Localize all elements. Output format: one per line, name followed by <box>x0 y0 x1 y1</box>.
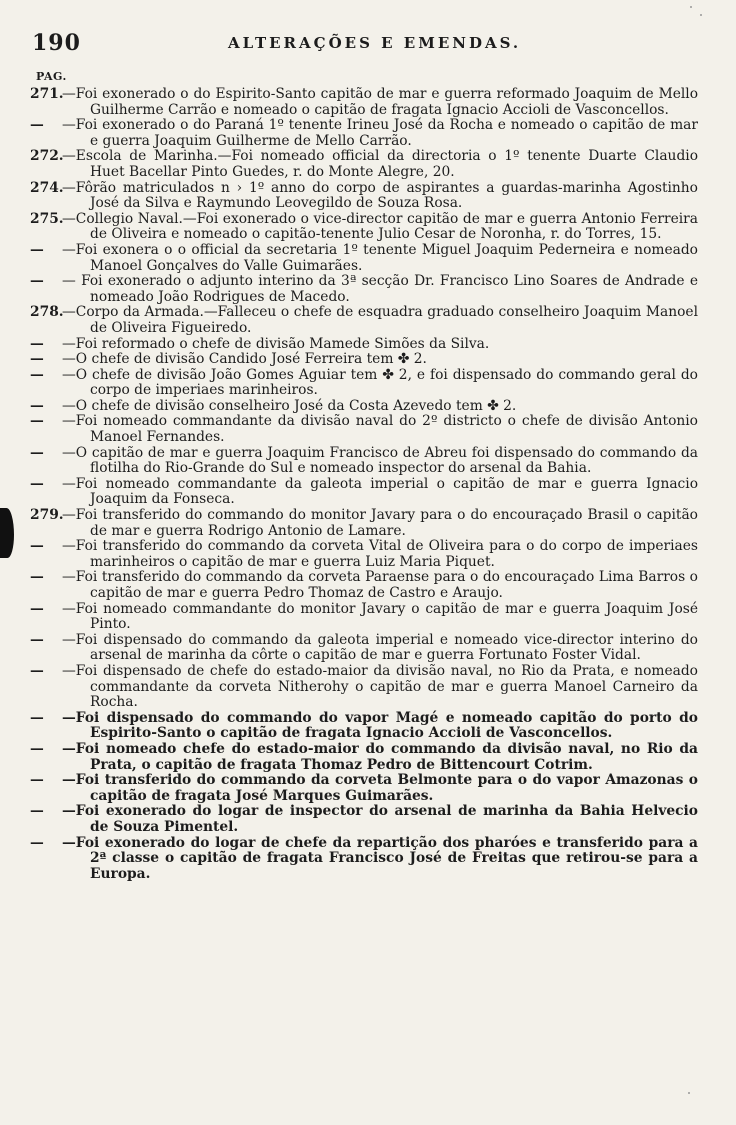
entry-marker: 278. <box>30 304 64 321</box>
entry <box>30 664 698 711</box>
entry-marker: — <box>30 740 44 757</box>
entry-marker: 279. <box>30 507 64 524</box>
entry-text: —Foi transferido do commando da corveta Paraense para o do encouraçado Lima Barros o capitão de mar e guerra Pedro Thomaz de Castro e Araujo. <box>62 569 698 601</box>
entry-text: —Foi nomeado commandante da galeota imperial o capitão de mar e guerra Ignacio Joaquim da Fonseca. <box>62 475 698 508</box>
entry-text: —Fôrão matriculados n › 1º anno do corpo de aspirantes a guardas-marinha Agostinho José da Silva e Raymundo Leovegildo de Souza Rosa. <box>62 179 698 212</box>
entry-marker: — <box>30 569 44 586</box>
entry-text: —Foi reformado o chefe de divisão Mamede Simões da Silva. <box>62 335 490 352</box>
entry-text: —Foi nomeado commandante da divisão naval do 2º districto o chefe de divisão Antonio Manoel Fernandes. <box>62 413 698 446</box>
entry-marker: — <box>30 538 44 555</box>
entry <box>30 539 698 570</box>
entry-text: —Foi exonera o o official da secretaria 1º tenente Miguel Joaquim Pederneira e nomeado Manoel Gonçalves do Valle Guimarães. <box>62 241 698 274</box>
speck <box>690 6 692 8</box>
entry <box>30 477 698 508</box>
entry-marker: — <box>30 397 44 414</box>
entry-text: —Foi dispensado do commando da galeota imperial e nomeado vice-director interino do arsenal de marinha da côrte o capitão de mar e guerra Fortunato Foster Vidal. <box>62 631 698 664</box>
entry <box>30 742 698 773</box>
entry <box>30 87 698 118</box>
entry-text: —Foi transferido do commando da corveta Belmonte para o do vapor Amazonas o capitão de fragata José Marques Guimarães. <box>62 772 698 804</box>
entry-text: —O capitão de mar e guerra Joaquim Francisco de Abreu foi dispensado do commando da flotilha do Rio-Grande do Sul e nomeado inspector do arsenal da Bahia. <box>62 444 698 477</box>
pag-column-label: PAG. <box>36 70 67 83</box>
entry-text: —Foi transferido do commando do monitor Javary para o do encouraçado Brasil o capitão de mar e guerra Rodrigo Antonio de Lamare. <box>62 507 698 539</box>
entry-text: —Collegio Naval.—Foi exonerado o vice-director capitão de mar e guerra Antonio Ferreira de Oliveira e nomeado o capitão-tenente Julio Cesar de Noronha, r. do Torres, 15. <box>62 210 698 243</box>
entry-text: —Foi exonerado do logar de chefe da repartição dos pharóes e transferido para a 2ª classe o capitão de fragata Francisco José de Freitas que retirou-se para a Europa. <box>62 834 698 882</box>
entry-marker: — <box>30 772 44 789</box>
entry-marker: 271. <box>30 86 64 102</box>
entry-marker: 275. <box>30 210 64 227</box>
entry-marker: — <box>30 413 44 430</box>
entry-marker: — <box>30 803 44 820</box>
speck <box>688 1092 690 1094</box>
entry <box>30 337 698 353</box>
entry <box>30 804 698 835</box>
entry <box>30 399 698 415</box>
speck <box>700 14 702 16</box>
entry-marker: — <box>30 117 44 134</box>
entry <box>30 773 698 804</box>
entry-text: —O chefe de divisão João Gomes Aguiar tem ✤ 2, e foi dispensado do commando geral do corpo de imperiaes marinheiros. <box>62 366 698 399</box>
entry <box>30 508 698 539</box>
entry-text: —Foi exonerado o do Paraná 1º tenente Irineu José da Rocha e nomeado o capitão de mar e guerra Joaquim Guilherme de Mello Carrão. <box>62 117 698 149</box>
entry-marker: — <box>30 709 44 726</box>
entry-marker: — <box>30 273 44 290</box>
entry-text: —Foi dispensado do commando do vapor Magé e nomeado capitão do porto do Espirito-Santo o capitão de fragata Ignacio Accioli de Vasconcellos. <box>62 709 698 742</box>
entry-marker: — <box>30 600 44 617</box>
entry-text: —O chefe de divisão Candido José Ferreira tem ✤ 2. <box>62 351 427 368</box>
entry-marker: — <box>30 241 44 258</box>
entry <box>30 570 698 601</box>
entry-marker: 272. <box>30 148 64 165</box>
entry <box>30 446 698 477</box>
entry-text: —Corpo da Armada.—Falleceu o chefe de esquadra graduado conselheiro Joaquim Manoel de Oliveira Figueiredo. <box>62 304 698 336</box>
entries-list <box>30 87 698 882</box>
entry <box>30 633 698 664</box>
entry-text: —O chefe de divisão conselheiro José da Costa Azevedo tem ✤ 2. <box>62 397 517 414</box>
entry <box>30 352 698 368</box>
entry-marker: — <box>30 475 44 492</box>
entry-marker: — <box>30 834 44 851</box>
entry-text: —Foi transferido do commando da corveta Vital de Oliveira para o do corpo de imperiaes marinheiros o capitão de mar e guerra Luiz Maria Piquet. <box>62 538 698 570</box>
entry-marker: — <box>30 366 44 383</box>
entry-marker: — <box>30 444 44 461</box>
entry <box>30 368 698 399</box>
entry <box>30 711 698 742</box>
entry <box>30 149 698 180</box>
entry <box>30 602 698 633</box>
entry <box>30 243 698 274</box>
running-head: ALTERAÇÕES E EMENDAS. <box>228 34 522 52</box>
entry-text: —Foi exonerado o do Espirito-Santo capitão de mar e guerra reformado Joaquim de Mello Guilherme Carrão e nomeado o capitão de fragata Ignacio Accioli de Vasconcellos. <box>62 86 698 118</box>
entry <box>30 274 698 305</box>
entry-text: —Escola de Marinha.—Foi nomeado official da directoria o 1º tenente Duarte Claudio Huet Bacellar Pinto Guedes, r. do Monte Alegre, 20. <box>62 148 698 180</box>
entry-marker: — <box>30 335 44 352</box>
entry-marker: — <box>30 351 44 368</box>
entry-text: — Foi exonerado o adjunto interino da 3ª secção Dr. Francisco Lino Soares de Andrade e nomeado João Rodrigues de Macedo. <box>62 273 698 305</box>
entry-marker: — <box>30 662 44 679</box>
entry-marker: 274. <box>30 179 64 196</box>
page-number: 190 <box>32 30 81 56</box>
entry-text: —Foi nomeado chefe do estado-maior do commando da divisão naval, no Rio da Prata, o capitão de fragata Thomaz Pedro de Bittencourt Cotrim. <box>62 740 698 773</box>
entry-text: —Foi dispensado de chefe do estado-maior da divisão naval, no Rio da Prata, e nomeado commandante da corveta Nitherohy o capitão de mar e guerra Manoel Carneiro da Rocha. <box>62 662 698 711</box>
entry-text: —Foi exonerado do logar de inspector do arsenal de marinha da Bahia Helvecio de Souza Pimentel. <box>62 803 698 835</box>
entry <box>30 181 698 212</box>
entry <box>30 118 698 149</box>
entry <box>30 212 698 243</box>
entry <box>30 305 698 336</box>
entry-text: —Foi nomeado commandante do monitor Javary o capitão de mar e guerra Joaquim José Pinto. <box>62 600 698 633</box>
entry <box>30 836 698 883</box>
entry <box>30 414 698 445</box>
ink-blot <box>0 508 14 558</box>
entry-marker: — <box>30 631 44 648</box>
